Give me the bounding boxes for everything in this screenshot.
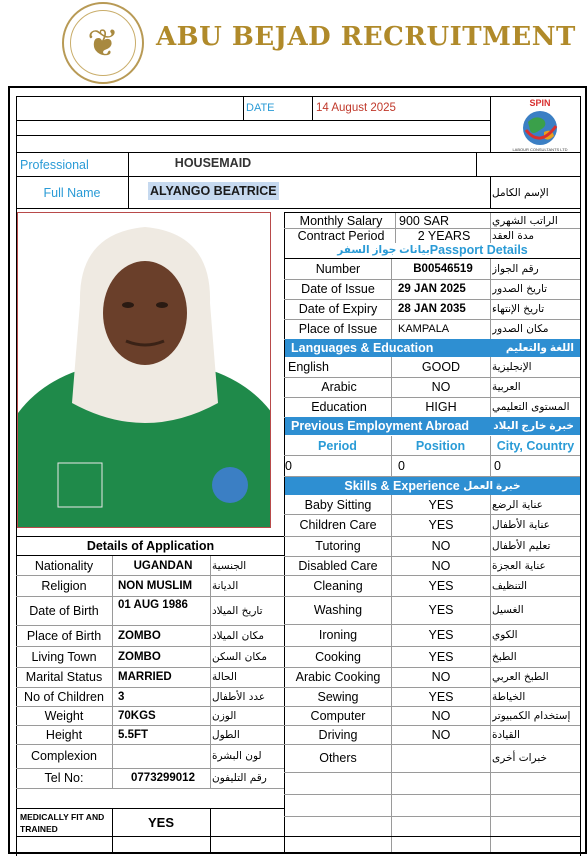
application-row-label: Living Town: [31, 649, 97, 664]
application-title: Details of Application: [86, 539, 215, 553]
skill-row-label: Baby Sitting: [304, 497, 372, 512]
application-row-value: 01 AUG 1986: [118, 599, 188, 611]
application-row-label: Complexion: [30, 749, 97, 763]
emp-header-city: City, Country: [496, 438, 575, 453]
salary-value: 900 SAR: [399, 213, 450, 228]
skill-row-value: [392, 744, 490, 772]
spin-logo: [512, 96, 568, 152]
application-row-label: Place of Birth: [26, 628, 102, 643]
emp-header-position: Position: [415, 438, 466, 453]
application-row-ar: الحالة: [212, 671, 237, 683]
skill-row-ar: عناية الأطفال: [492, 519, 550, 531]
skill-row-value: NO: [431, 558, 451, 573]
languages-section-header: Languages & Education اللغة والتعليم: [285, 339, 580, 357]
skill-row-ar: عناية العجزة: [492, 559, 546, 572]
passport-row-ar: رقم الجواز: [492, 263, 539, 275]
skill-row-label: Sewing: [317, 689, 359, 704]
abu-bejad-logo: [62, 2, 144, 84]
application-row-ar: الطول: [212, 728, 240, 741]
language-row-label: Education: [311, 400, 367, 414]
application-row-ar: عدد الأطفال: [212, 690, 266, 703]
application-row-value: NON MUSLIM: [118, 579, 193, 592]
skill-row-ar: الخياطة: [492, 690, 526, 703]
language-row-ar: الإنجليزية: [492, 361, 532, 373]
svg-text:LABOUR CONSULTANTS LTD: LABOUR CONSULTANTS LTD: [512, 147, 568, 152]
application-row-value: [118, 744, 208, 768]
application-row-ar: الديانة: [212, 579, 239, 592]
skills-section-header: Skills & Experience خبرة العمل: [285, 477, 580, 495]
skill-row-value: YES: [428, 497, 454, 512]
skill-row-value: YES: [428, 518, 454, 532]
passport-row-value: 28 JAN 2035: [398, 303, 466, 315]
language-row-ar: المستوى التعليمي: [492, 401, 570, 413]
skill-row-value: YES: [428, 578, 454, 593]
application-row-label: Date of Birth: [29, 603, 99, 618]
contract-value: 2 YEARS: [417, 228, 471, 243]
brand-title: ABU BEJAD RECRUITMENT: [156, 22, 576, 52]
emp-city-value: 0: [494, 458, 501, 473]
passport-section-title: بيانات جواز السفر Passport Details: [337, 243, 528, 257]
calligraphy-icon: ❦: [70, 10, 136, 76]
application-row-value: 70KGS: [118, 709, 156, 722]
applicant-photo: [17, 212, 271, 528]
skill-row-value: YES: [428, 603, 454, 617]
professional-label: Professional: [20, 158, 89, 172]
application-row-label: Height: [45, 727, 83, 742]
application-row-value: MARRIED: [118, 671, 172, 683]
passport-row-label: Number: [315, 262, 361, 276]
passport-row-label: Date of Issue: [301, 282, 375, 296]
header: [0, 0, 588, 84]
skill-row-value: YES: [428, 628, 454, 642]
passport-row-ar: تاريخ الإنتهاء: [492, 303, 545, 315]
globe-icon: [512, 96, 568, 152]
application-row-value: 5.5FT: [118, 728, 149, 741]
language-row-value: GOOD: [421, 360, 461, 374]
passport-row-value: KAMPALA: [398, 323, 450, 335]
application-row-ar: رقم التليفون: [212, 772, 267, 784]
passport-row-label: Place of Issue: [298, 322, 378, 336]
skill-row-value: NO: [431, 727, 451, 742]
skill-row-ar: الغسيل: [492, 604, 524, 616]
emp-period-value: 0: [285, 458, 292, 473]
application-row-label: Nationality: [34, 558, 94, 573]
skill-row-ar: الكوي: [492, 629, 518, 641]
application-row-ar: لون البشرة: [212, 750, 262, 762]
application-row-label: Religion: [41, 578, 87, 593]
application-row-value: ZOMBO: [118, 629, 161, 642]
passport-row-ar: مكان الصدور: [492, 323, 549, 335]
language-row-label: Arabic: [321, 380, 357, 394]
date-value: 14 August 2025: [316, 102, 396, 114]
professional-value: HOUSEMAID: [174, 156, 252, 170]
skill-row-label: Ironing: [318, 628, 358, 642]
application-row-value: UGANDAN: [133, 559, 193, 572]
contract-ar: مدة العقد: [492, 229, 534, 242]
date-label: DATE: [246, 102, 275, 114]
medical-label: MEDICALLY FIT AND TRAINED: [20, 812, 105, 834]
skill-row-ar: القيادة: [492, 728, 520, 741]
passport-row-ar: تاريخ الصدور: [492, 283, 548, 295]
application-row-label: Tel No:: [44, 771, 84, 785]
application-row-label: No of Children: [24, 689, 104, 704]
employment-section-header: Previous Employment Abroad خبرة خارج البلاد: [285, 417, 580, 435]
passport-row-value: B00546519: [413, 263, 473, 275]
fullname-label: Full Name: [43, 186, 101, 200]
skill-row-ar: عناية الرضع: [492, 498, 543, 511]
skill-row-label: Arabic Cooking: [295, 670, 381, 684]
skill-row-label: Computer: [310, 708, 366, 723]
language-row-ar: العربية: [492, 381, 521, 393]
skill-row-label: Cooking: [315, 649, 361, 664]
application-row-label: Weight: [44, 708, 84, 723]
application-row-ar: مكان السكن: [212, 650, 267, 663]
skill-row-label: Driving: [318, 727, 358, 742]
skill-row-label: Tutoring: [315, 539, 361, 553]
language-row-label: English: [288, 360, 329, 374]
skill-row-ar: تعليم الأطفال: [492, 540, 551, 552]
skill-row-ar: الطبخ العربي: [492, 671, 549, 683]
skill-row-label: Disabled Care: [298, 558, 378, 573]
medical-value: YES: [147, 814, 174, 830]
application-row-label: Marital Status: [25, 670, 103, 684]
fullname-value: ALYANGO BEATRICE: [150, 184, 277, 198]
skill-row-value: YES: [428, 649, 454, 664]
passport-row-label: Date of Expiry: [298, 302, 378, 316]
skill-row-value: NO: [431, 708, 451, 723]
fullname-ar: الإسم الكامل: [492, 187, 549, 199]
skill-row-label: Children Care: [299, 518, 377, 532]
salary-label: Monthly Salary: [299, 213, 383, 228]
language-row-value: NO: [431, 380, 451, 394]
skill-row-label: Cleaning: [313, 578, 363, 593]
skill-row-ar: التنظيف: [492, 579, 528, 592]
skill-row-label: Washing: [313, 603, 363, 617]
salary-ar: الراتب الشهري: [492, 214, 558, 227]
skill-row-value: NO: [431, 670, 451, 684]
skill-row-value: NO: [431, 539, 451, 553]
application-row-value: 0773299012: [131, 772, 195, 784]
application-row-ar: الجنسية: [212, 559, 247, 572]
emp-position-value: 0: [398, 458, 405, 473]
passport-row-value: 29 JAN 2025: [398, 283, 466, 295]
skill-row-ar: خبرات أخرى: [492, 752, 548, 764]
skill-row-value: YES: [428, 689, 454, 704]
application-row-ar: مكان الميلاد: [212, 629, 264, 642]
application-row-ar: تاريخ الميلاد: [212, 604, 263, 617]
application-row-ar: الوزن: [212, 709, 237, 722]
application-row-value: 3: [118, 690, 125, 703]
skill-row-label: Others: [319, 751, 357, 765]
application-row-value: ZOMBO: [118, 650, 161, 663]
svg-text:SPIN: SPIN: [529, 98, 551, 108]
skill-row-ar: إستخدام الكمبيوتر: [492, 709, 571, 722]
contract-label: Contract Period: [297, 228, 385, 243]
skill-row-ar: الطبخ: [492, 650, 517, 663]
language-row-value: HIGH: [425, 400, 457, 414]
emp-header-period: Period: [318, 438, 357, 453]
